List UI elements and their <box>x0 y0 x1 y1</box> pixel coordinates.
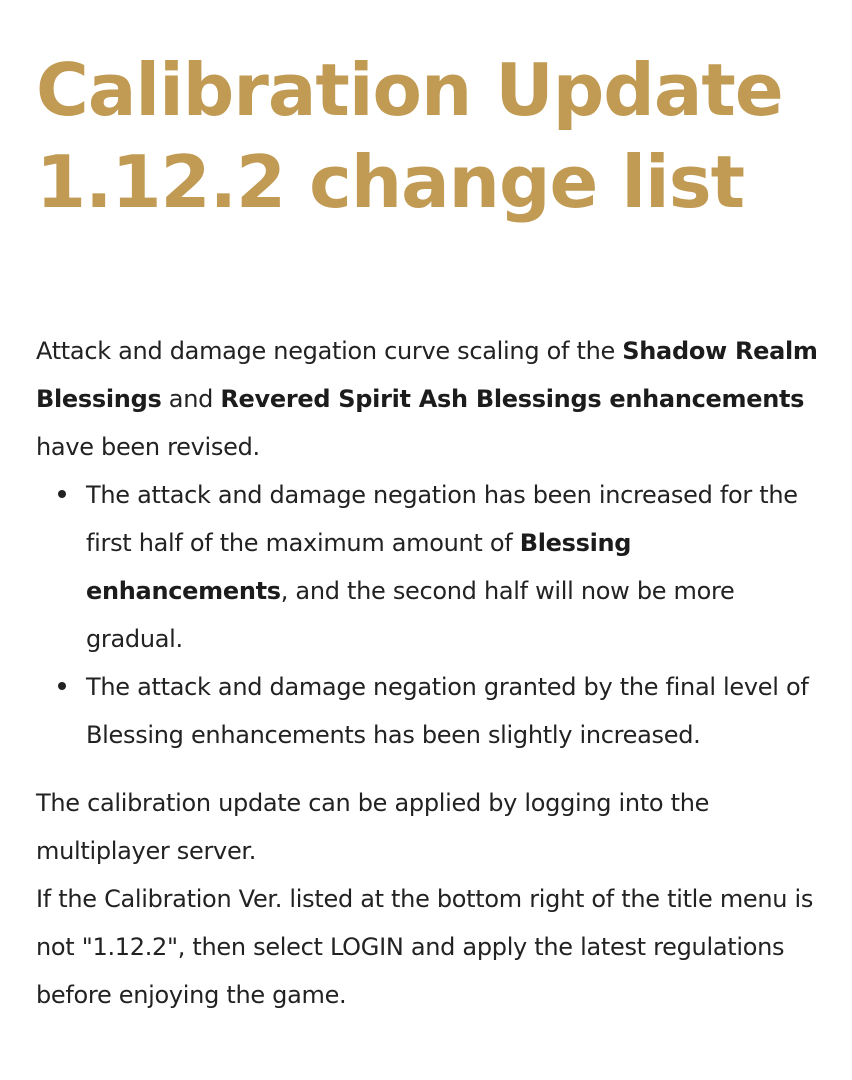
intro-text-1: Attack and damage negation curve scaling of the <box>36 337 623 365</box>
intro-text-2: and <box>161 385 221 413</box>
change-text-2: , and the second half will now be more gradual. <box>86 577 735 653</box>
intro-bold-spirit-ash: Revered Spirit Ash Blessings enhancements <box>220 385 805 413</box>
change-text-1: The attack and damage negation has been increased for the first half of the maximum amount of <box>86 481 798 557</box>
bullet-dot-icon <box>58 682 66 690</box>
intro-text-3: have been revised. <box>36 433 260 461</box>
page-title-line-2: 1.12.2 change list <box>36 140 745 224</box>
footer-paragraph <box>36 779 822 1019</box>
footer-line-login: The calibration update can be applied by logging into the multiplayer server. <box>36 789 710 865</box>
change-bold-blessing: Blessing enhancements <box>86 529 632 605</box>
intro-paragraph <box>36 327 822 471</box>
change-list <box>36 471 822 759</box>
intro-bold-shadow-realm: Shadow Realm Blessings <box>36 337 818 413</box>
footer-line-version: If the Calibration Ver. listed at the bottom right of the title menu is not "1.12.2", then select LOGIN and apply the latest regulations before enjoying the game. <box>36 885 814 1009</box>
bullet-dot-icon <box>58 490 66 498</box>
page-title-line-1: Calibration Update <box>36 48 783 132</box>
change-list-item <box>86 471 822 663</box>
change-list-item <box>86 663 822 759</box>
change-text-3: The attack and damage negation granted by the final level of Blessing enhancements has been slightly increased. <box>86 673 809 749</box>
page-title <box>36 44 822 228</box>
